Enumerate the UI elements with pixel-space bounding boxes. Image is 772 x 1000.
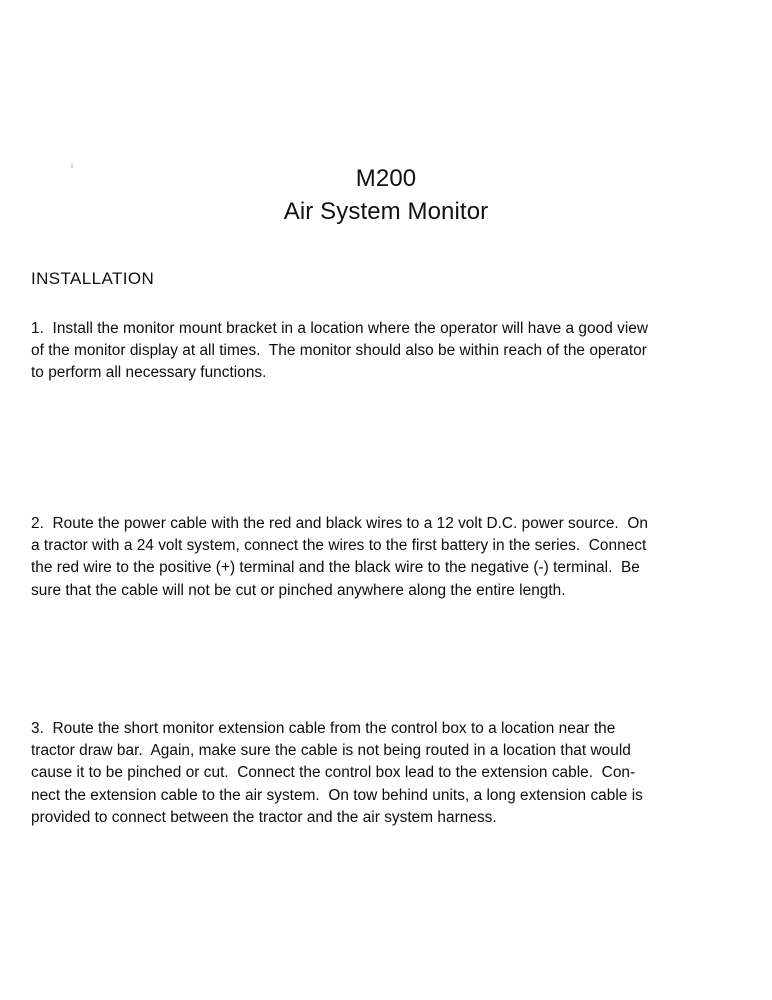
step-2-line: a tractor with a 24 volt system, connect the wires to the first battery in the series. Connect [31,537,647,555]
step-1-line: to perform all necessary functions. [31,364,267,382]
installation-step-1 [31,318,747,385]
step-3-line: nect the extension cable to the air system. On tow behind units, a long extension cable is [31,786,643,804]
step-1-line: 1. Install the monitor mount bracket in a location where the operator will have a good view [31,320,649,337]
title-product-name: Air System Monitor [283,198,489,225]
step-2-line: 2. Route the power cable with the red and black wires to a 12 volt D.C. power source. On [31,515,648,532]
page-title [0,162,772,228]
step-3-line: 3. Route the short monitor extension cable from the control box to a location near the [31,720,616,737]
step-1-line: of the monitor display at all times. The monitor should also be within reach of the operator [31,342,647,360]
step-3-line: provided to connect between the tractor and the air system harness. [31,808,497,826]
step-2-line: sure that the cable will not be cut or pinched anywhere along the entire length. [31,581,566,599]
section-heading-installation: INSTALLATION [31,269,155,288]
step-2-line: the red wire to the positive (+) terminal and the black wire to the negative (-) terminal. Be [31,559,640,577]
step-3-line: cause it to be pinched or cut. Connect the control box lead to the extension cable. Con- [31,764,636,782]
step-3-line: tractor draw bar. Again, make sure the cable is not being routed in a location that would [31,742,631,760]
installation-step-3 [31,718,747,829]
title-product-code: M200 [355,165,417,192]
installation-step-2 [31,513,747,602]
